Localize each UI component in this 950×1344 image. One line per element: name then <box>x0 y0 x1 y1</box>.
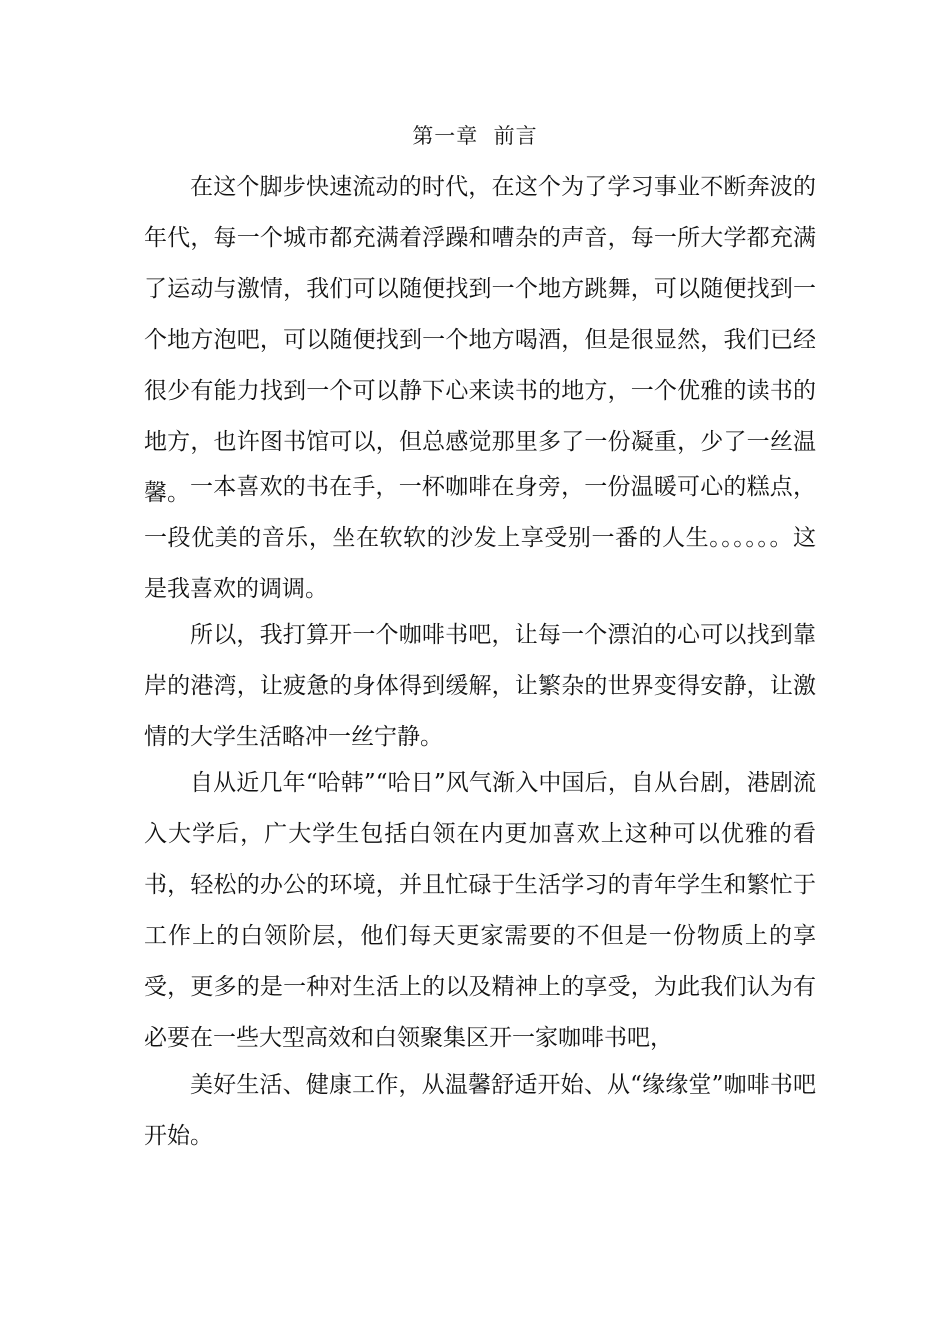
paragraph-background: 自从近几年“哈韩”“哈日”风气渐入中国后，自从台剧，港剧流入大学后，广大学生包括白领在内更加喜欢上这种可以优雅的看书，轻松的办公的环境，并且忙碌于生活学习的青年学生和繁忙于工作上的白领阶层，他们每天更家需要的不但是一份物质上的享受，更多的是一种对生活上的以及精神上的享受，为此我们认为有必要在一些大型高效和白领聚集区开一家咖啡书吧， <box>144 770 816 1051</box>
chapter-title: 第一章 前言 <box>412 124 538 148</box>
paragraph-slogan: 美好生活、健康工作，从温馨舒适开始、从“缘缘堂”咖啡书吧开始。 <box>144 1072 816 1149</box>
paragraph-intro: 在这个脚步快速流动的时代，在这个为了学习事业不断奔波的年代，每一个城市都充满着浮躁和嘈杂的声音，每一所大学都充满了运动与激情，我们可以随便找到一个地方跳舞，可以随便找到一个地方泡吧，可以随便找到一个地方喝酒，但是很显然，我们已经很少有能力找到一个可以静下心来读书的地方，一个优雅的读书的地方，也许图书馆可以，但总感觉那里多了一份凝重，少了一丝温馨。 <box>144 174 816 506</box>
paragraph-plan: 所以，我打算开一个咖啡书吧，让每一个漂泊的心可以找到靠岸的港湾，让疲惫的身体得到缓解，让繁杂的世界变得安静，让激情的大学生活略冲一丝宁静。 <box>144 622 816 750</box>
paragraph-book-coffee: 一本喜欢的书在手，一杯咖啡在身旁，一份温暖可心的糕点，一段优美的音乐，坐在软软的沙发上享受别一番的人生。。。。。。这是我喜欢的调调。 <box>144 474 816 602</box>
